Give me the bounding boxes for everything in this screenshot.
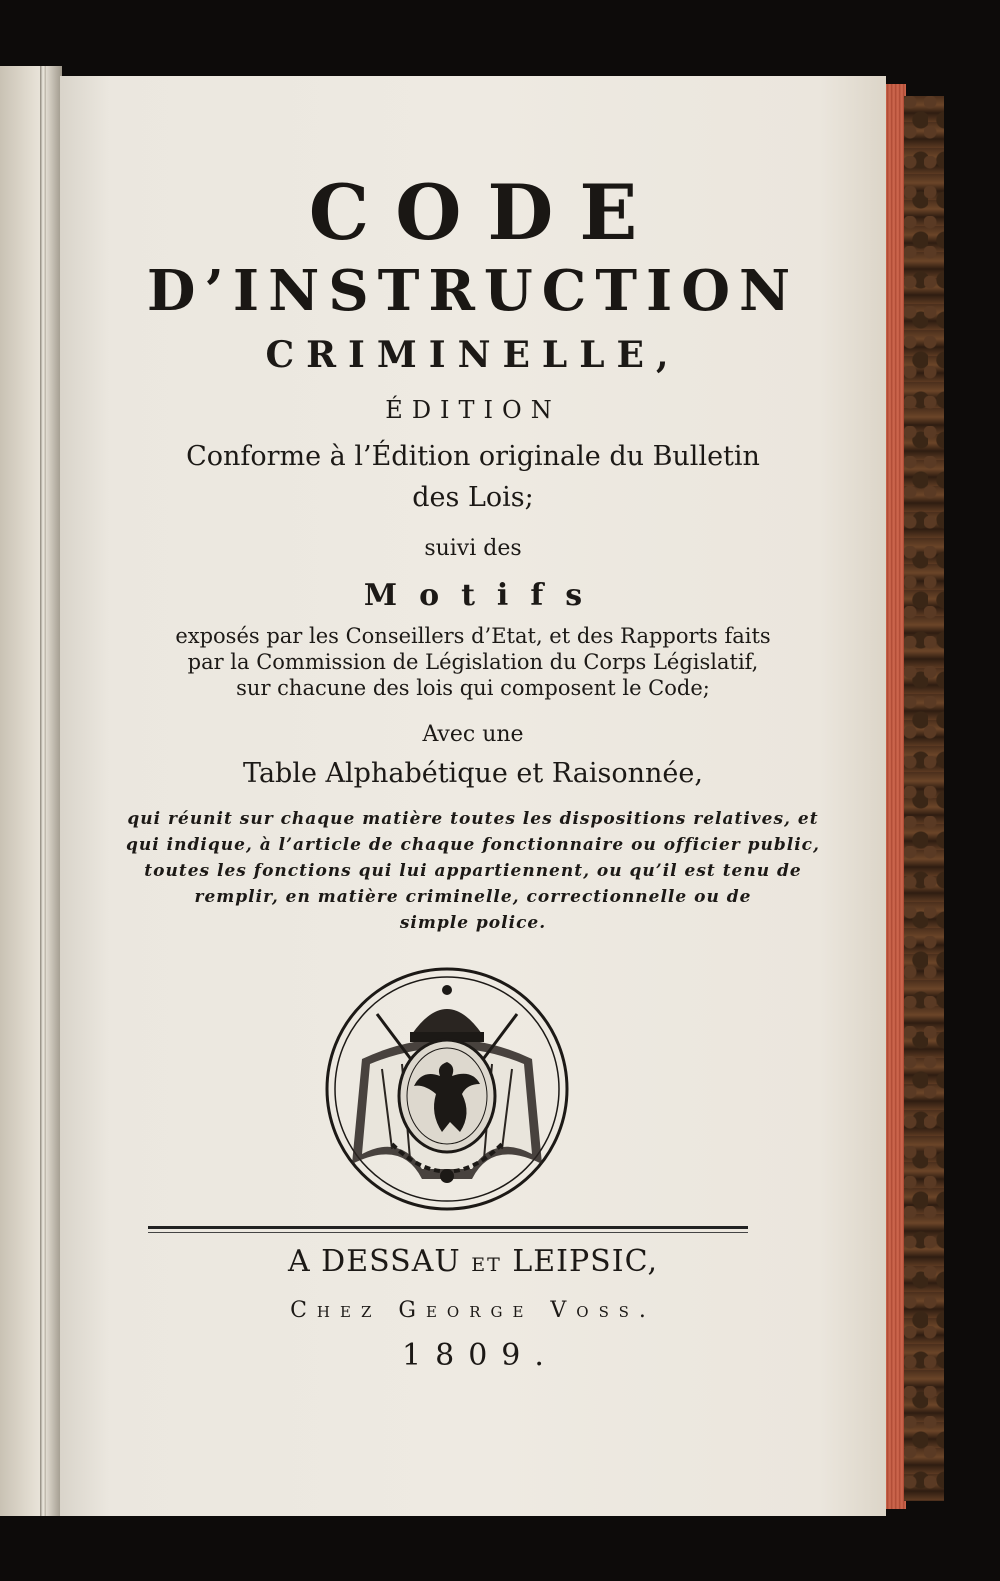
imprint-publisher: Chez George Voss. (290, 1298, 656, 1323)
imperial-eagle-emblem-icon (322, 964, 572, 1214)
divider-rule (148, 1226, 748, 1229)
conforme-line-1: Conforme à l’Édition originale du Bulletin (186, 441, 760, 472)
table-desc-1: qui réunit sur chaque matière toutes les dispositions relatives, et (127, 809, 819, 829)
table-desc-3: toutes les fonctions qui lui appartiennent, ou qu’il est tenu de (144, 861, 802, 881)
red-page-edges (884, 84, 906, 1509)
table-desc-5: simple police. (399, 913, 547, 933)
imprint-place-a: A DESSAU (287, 1244, 461, 1279)
avec-une: Avec une (422, 722, 524, 747)
imprint-place-et: ET (471, 1254, 502, 1276)
suivi-des: suivi des (424, 536, 522, 561)
title-criminelle: CRIMINELLE, (265, 334, 681, 376)
motifs-desc-3: sur chacune des lois qui composent le Code; (236, 676, 710, 700)
table-desc-2: qui indique, à l’article de chaque fonctionnaire ou officier public, (126, 835, 820, 855)
imprint-place-b: LEIPSIC, (512, 1244, 658, 1279)
title-instruction: D’INSTRUCTION (146, 258, 800, 324)
table-heading: Table Alphabétique et Raisonnée, (243, 758, 703, 789)
title-code: CODE (308, 168, 664, 257)
motifs-desc-2: par la Commission de Législation du Corps Législatif, (187, 650, 759, 674)
edition-label: ÉDITION (385, 396, 561, 424)
left-page-edge (0, 66, 62, 1516)
motifs-heading: Motifs (363, 578, 605, 613)
marbled-cover (904, 96, 944, 1501)
title-page (60, 76, 886, 1516)
motifs-desc-1: exposés par les Conseillers d’Etat, et des Rapports faits (175, 624, 771, 648)
imprint-place (60, 1244, 886, 1279)
table-desc-4: remplir, en matière criminelle, correctionnelle ou de (194, 887, 752, 907)
conforme-line-2: des Lois; (412, 482, 534, 513)
imprint-year: 1809. (402, 1338, 558, 1373)
